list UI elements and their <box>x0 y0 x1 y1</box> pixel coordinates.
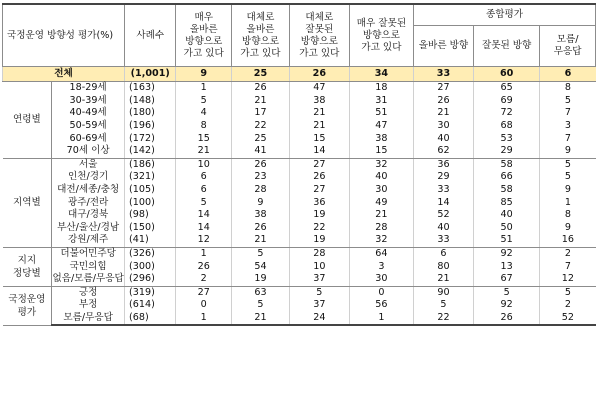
table-cell: 1 <box>349 312 413 326</box>
table-cell: 21 <box>414 273 474 286</box>
row-sample: (100) <box>125 196 176 209</box>
total-cell: 26 <box>289 67 349 82</box>
table-cell: 33 <box>414 184 474 197</box>
table-cell: 49 <box>349 196 413 209</box>
table-cell: 21 <box>232 312 290 326</box>
header-overall: 종합평가 <box>414 4 596 26</box>
row-label: 없음/모름/무응답 <box>52 273 124 285</box>
row-label: 부정 <box>52 299 125 312</box>
table-cell: 22 <box>414 312 474 326</box>
table-cell: 19 <box>289 234 349 247</box>
table-cell: 28 <box>232 184 290 197</box>
table-cell: 26 <box>232 158 290 171</box>
table-cell: 7 <box>540 260 596 273</box>
table-cell: 5 <box>176 196 232 209</box>
table-cell: 37 <box>289 273 349 286</box>
table-cell: 32 <box>349 158 413 171</box>
table-cell: 5 <box>540 95 596 108</box>
table-cell: 53 <box>473 132 539 145</box>
row-sample: (148) <box>125 95 176 108</box>
table-row <box>3 82 596 95</box>
table-cell: 21 <box>232 95 290 108</box>
table-cell: 25 <box>232 132 290 145</box>
table-cell: 19 <box>289 209 349 222</box>
table-cell: 28 <box>349 222 413 235</box>
table-cell: 14 <box>414 196 474 209</box>
table-cell: 51 <box>349 107 413 120</box>
row-sample: (321) <box>125 171 176 184</box>
table-header <box>3 4 596 67</box>
table-cell: 5 <box>232 247 290 260</box>
total-cell: 6 <box>540 67 596 82</box>
table-cell: 40 <box>414 222 474 235</box>
table-cell: 5 <box>540 286 596 299</box>
table-cell: 23 <box>232 171 290 184</box>
table-cell: 27 <box>414 82 474 95</box>
table-row <box>3 171 596 184</box>
table-cell: 26 <box>176 260 232 273</box>
table-cell: 5 <box>540 158 596 171</box>
poll-table <box>2 3 596 326</box>
row-label: 서울 <box>52 158 125 171</box>
total-row <box>3 67 596 82</box>
table-cell: 17 <box>232 107 290 120</box>
table-cell: 1 <box>176 82 232 95</box>
table-row <box>3 107 596 120</box>
table-cell: 8 <box>176 120 232 133</box>
table-cell: 18 <box>349 82 413 95</box>
poll-table-container <box>2 3 596 326</box>
table-row <box>3 132 596 145</box>
table-cell: 7 <box>540 107 596 120</box>
table-cell: 30 <box>349 273 413 286</box>
table-cell: 63 <box>232 286 290 299</box>
table-cell: 15 <box>289 132 349 145</box>
table-cell: 9 <box>540 184 596 197</box>
table-cell: 5 <box>473 286 539 299</box>
table-cell: 30 <box>414 120 474 133</box>
table-cell: 27 <box>289 158 349 171</box>
table-cell: 21 <box>232 234 290 247</box>
table-cell: 5 <box>414 299 474 312</box>
row-sample: (142) <box>125 145 176 158</box>
table-cell: 21 <box>414 107 474 120</box>
table-row <box>3 286 596 299</box>
table-cell: 68 <box>473 120 539 133</box>
row-sample: (98) <box>125 209 176 222</box>
table-cell: 26 <box>289 171 349 184</box>
table-cell: 58 <box>473 158 539 171</box>
table-cell: 15 <box>176 132 232 145</box>
table-cell: 62 <box>414 145 474 158</box>
row-sample: (296) <box>125 273 176 286</box>
table-cell: 40 <box>349 171 413 184</box>
table-cell: 40 <box>473 209 539 222</box>
table-cell: 16 <box>540 234 596 247</box>
table-cell: 12 <box>540 273 596 286</box>
table-cell: 8 <box>540 209 596 222</box>
table-cell: 67 <box>473 273 539 286</box>
header-mostly-wrong: 대체로 잘못된 방향으로 가고 있다 <box>289 4 349 67</box>
row-label: 모름/무응답 <box>52 312 125 326</box>
total-cell: 33 <box>414 67 474 82</box>
row-sample: (319) <box>125 286 176 299</box>
table-cell: 30 <box>349 184 413 197</box>
total-cell: 25 <box>232 67 290 82</box>
table-cell: 52 <box>540 312 596 326</box>
table-cell: 5 <box>232 299 290 312</box>
row-label: 18-29세 <box>52 82 125 95</box>
table-cell: 26 <box>232 222 290 235</box>
table-cell: 56 <box>349 299 413 312</box>
table-cell: 27 <box>289 184 349 197</box>
table-cell: 66 <box>473 171 539 184</box>
header-mostly-right: 대체로 올바른 방향으로 가고 있다 <box>232 4 290 67</box>
table-cell: 12 <box>176 234 232 247</box>
row-label: 부산/울산/경남 <box>52 222 125 235</box>
table-cell: 6 <box>176 184 232 197</box>
table-cell: 2 <box>540 299 596 312</box>
table-cell: 47 <box>289 82 349 95</box>
table-cell: 80 <box>414 260 474 273</box>
table-cell: 38 <box>232 209 290 222</box>
table-cell: 21 <box>289 107 349 120</box>
header-right-direction: 올바른 방향 <box>414 26 474 67</box>
total-cell: 34 <box>349 67 413 82</box>
table-cell: 36 <box>414 158 474 171</box>
table-row <box>3 158 596 171</box>
row-sample: (326) <box>125 247 176 260</box>
total-label: 전체 <box>3 67 125 82</box>
table-cell: 24 <box>289 312 349 326</box>
row-label: 대전/세종/충청 <box>52 184 125 197</box>
table-cell: 14 <box>176 222 232 235</box>
table-cell: 5 <box>176 95 232 108</box>
table-cell: 26 <box>232 82 290 95</box>
table-cell: 54 <box>232 260 290 273</box>
table-cell: 85 <box>473 196 539 209</box>
table-row <box>3 209 596 222</box>
row-label: 강원/제주 <box>52 234 125 247</box>
group-label: 지지 정당별 <box>3 247 52 286</box>
table-cell: 2 <box>540 247 596 260</box>
row-sample: (196) <box>125 120 176 133</box>
row-label: 30-39세 <box>52 95 125 108</box>
total-cell: 9 <box>176 67 232 82</box>
table-cell: 9 <box>232 196 290 209</box>
table-cell: 50 <box>473 222 539 235</box>
group-label: 연령별 <box>3 82 52 159</box>
table-cell: 21 <box>349 209 413 222</box>
table-row <box>3 247 596 260</box>
table-row <box>3 222 596 235</box>
table-row <box>3 260 596 273</box>
table-cell: 28 <box>289 247 349 260</box>
table-cell: 19 <box>232 273 290 286</box>
table-cell: 38 <box>349 132 413 145</box>
table-cell: 0 <box>349 286 413 299</box>
row-label: 더불어민주당 <box>52 247 125 260</box>
table-cell: 7 <box>540 132 596 145</box>
table-cell: 13 <box>473 260 539 273</box>
table-row <box>3 273 596 286</box>
table-cell: 0 <box>176 299 232 312</box>
table-title: 국정운영 방향성 평가(%) <box>3 4 125 67</box>
table-cell: 37 <box>289 299 349 312</box>
group-label: 지역별 <box>3 158 52 247</box>
table-cell: 27 <box>176 286 232 299</box>
table-cell: 26 <box>414 95 474 108</box>
table-cell: 3 <box>349 260 413 273</box>
row-sample: (172) <box>125 132 176 145</box>
row-sample: (186) <box>125 158 176 171</box>
row-sample: (105) <box>125 184 176 197</box>
header-very-wrong: 매우 잘못된 방향으로 가고 있다 <box>349 4 413 67</box>
row-sample: (300) <box>125 260 176 273</box>
group-label: 국정운영 평가 <box>3 286 52 325</box>
row-label: 50-59세 <box>52 120 125 133</box>
table-cell: 2 <box>176 273 232 286</box>
row-label: 광주/전라 <box>52 196 125 209</box>
row-sample: (150) <box>125 222 176 235</box>
row-label: 인천/경기 <box>52 171 125 184</box>
row-label: 70세 이상 <box>52 145 125 158</box>
table-cell: 21 <box>176 145 232 158</box>
header-wrong-direction: 잘못된 방향 <box>473 26 539 67</box>
table-cell: 72 <box>473 107 539 120</box>
table-cell: 29 <box>414 171 474 184</box>
table-row <box>3 234 596 247</box>
header-sample-size: 사례수 <box>125 4 176 67</box>
table-cell: 40 <box>414 132 474 145</box>
total-cell: 60 <box>473 67 539 82</box>
table-cell: 14 <box>176 209 232 222</box>
table-cell: 92 <box>473 299 539 312</box>
table-cell: 1 <box>176 312 232 326</box>
table-row <box>3 145 596 158</box>
table-cell: 38 <box>289 95 349 108</box>
table-cell: 52 <box>414 209 474 222</box>
header-no-answer: 모름/ 무응답 <box>540 26 596 67</box>
table-cell: 5 <box>540 171 596 184</box>
table-cell: 69 <box>473 95 539 108</box>
table-cell: 31 <box>349 95 413 108</box>
row-sample: (163) <box>125 82 176 95</box>
table-cell: 21 <box>289 120 349 133</box>
table-row <box>3 312 596 326</box>
table-cell: 10 <box>176 158 232 171</box>
table-cell: 29 <box>473 145 539 158</box>
row-sample: (180) <box>125 107 176 120</box>
table-row <box>3 95 596 108</box>
table-cell: 5 <box>289 286 349 299</box>
total-sample: (1,001) <box>125 67 176 82</box>
table-cell: 15 <box>349 145 413 158</box>
row-sample: (68) <box>125 312 176 326</box>
table-cell: 3 <box>540 120 596 133</box>
table-cell: 90 <box>414 286 474 299</box>
table-cell: 36 <box>289 196 349 209</box>
table-row <box>3 184 596 197</box>
row-label: 60-69세 <box>52 132 125 145</box>
table-cell: 10 <box>289 260 349 273</box>
table-cell: 41 <box>232 145 290 158</box>
table-cell: 47 <box>349 120 413 133</box>
table-row <box>3 299 596 312</box>
table-cell: 64 <box>349 247 413 260</box>
table-cell: 51 <box>473 234 539 247</box>
table-cell: 8 <box>540 82 596 95</box>
table-body <box>3 67 596 326</box>
row-label: 긍정 <box>52 286 125 299</box>
table-cell: 92 <box>473 247 539 260</box>
table-cell: 6 <box>176 171 232 184</box>
table-cell: 14 <box>289 145 349 158</box>
table-row <box>3 196 596 209</box>
table-cell: 1 <box>540 196 596 209</box>
header-very-right: 매우 올바른 방향으로 가고 있다 <box>176 4 232 67</box>
row-sample: (614) <box>125 299 176 312</box>
table-cell: 22 <box>232 120 290 133</box>
table-cell: 65 <box>473 82 539 95</box>
table-cell: 9 <box>540 222 596 235</box>
table-cell: 1 <box>176 247 232 260</box>
row-label: 대구/경북 <box>52 209 125 222</box>
table-row <box>3 120 596 133</box>
table-cell: 26 <box>473 312 539 326</box>
row-label: 40-49세 <box>52 107 125 120</box>
row-sample: (41) <box>125 234 176 247</box>
table-cell: 9 <box>540 145 596 158</box>
table-cell: 58 <box>473 184 539 197</box>
table-cell: 32 <box>349 234 413 247</box>
table-cell: 33 <box>414 234 474 247</box>
table-cell: 4 <box>176 107 232 120</box>
table-cell: 6 <box>414 247 474 260</box>
table-cell: 22 <box>289 222 349 235</box>
row-label: 국민의힘 <box>52 260 125 273</box>
